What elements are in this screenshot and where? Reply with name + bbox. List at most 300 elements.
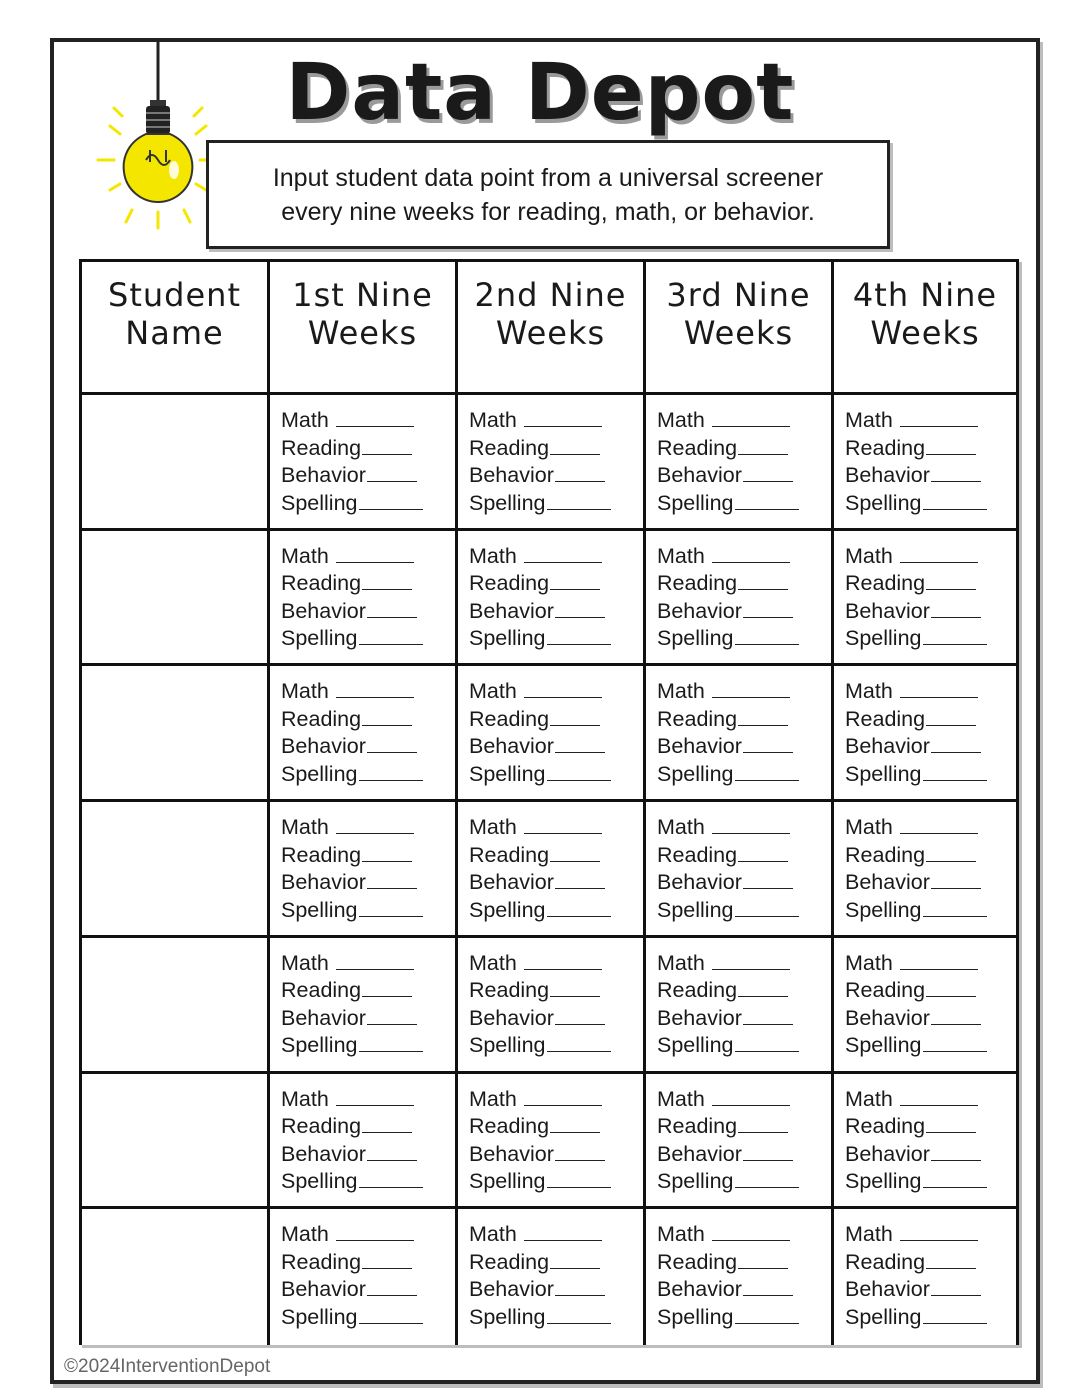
entry-blank-behavior[interactable] xyxy=(555,462,605,482)
instructions-line-2: every nine weeks for reading, math, or behavior. xyxy=(281,197,815,226)
entry-label-reading: Reading xyxy=(469,706,550,731)
entry-blank-math[interactable] xyxy=(900,950,978,970)
entry-math xyxy=(657,678,831,706)
entry-blank-behavior[interactable] xyxy=(931,1005,981,1025)
entry-blank-behavior[interactable] xyxy=(931,1276,981,1296)
entry-math xyxy=(845,814,1016,842)
score-entry-cell xyxy=(458,531,646,667)
entry-blank-behavior[interactable] xyxy=(367,1141,417,1161)
entry-blank-reading[interactable] xyxy=(550,977,600,997)
header-label-line-1: 4th Nine xyxy=(852,276,998,314)
entry-label-spelling: Spelling xyxy=(281,626,358,651)
score-entry-cell xyxy=(646,395,834,531)
header-label-line-1: Student xyxy=(108,276,241,314)
score-entry-cell xyxy=(458,938,646,1074)
entry-label-math: Math xyxy=(845,1086,893,1111)
score-entry-cell xyxy=(458,802,646,938)
entry-behavior xyxy=(281,598,455,626)
entry-blank-spelling[interactable] xyxy=(923,761,987,781)
entry-blank-behavior[interactable] xyxy=(931,733,981,753)
entry-label-reading: Reading xyxy=(845,978,926,1003)
entry-spelling xyxy=(657,490,831,518)
score-entry-cell xyxy=(270,1209,458,1345)
entry-blank-behavior[interactable] xyxy=(367,462,417,482)
entry-behavior xyxy=(281,462,455,490)
entry-blank-reading[interactable] xyxy=(362,570,412,590)
entry-label-math: Math xyxy=(845,543,893,568)
entry-blank-reading[interactable] xyxy=(926,570,976,590)
entry-blank-reading[interactable] xyxy=(926,706,976,726)
entry-label-math: Math xyxy=(845,950,893,975)
entry-blank-behavior[interactable] xyxy=(931,462,981,482)
entry-label-math: Math xyxy=(281,1086,329,1111)
entry-blank-spelling[interactable] xyxy=(359,761,423,781)
entry-label-spelling: Spelling xyxy=(469,761,546,786)
entry-blank-spelling[interactable] xyxy=(735,490,799,510)
entry-blank-behavior[interactable] xyxy=(555,869,605,889)
entry-label-math: Math xyxy=(469,408,517,432)
entry-blank-behavior[interactable] xyxy=(743,598,793,618)
entry-blank-behavior[interactable] xyxy=(931,869,981,889)
entry-blank-spelling[interactable] xyxy=(735,897,799,917)
entry-blank-reading[interactable] xyxy=(926,1113,976,1133)
entry-label-spelling: Spelling xyxy=(845,1304,922,1329)
entry-blank-behavior[interactable] xyxy=(743,462,793,482)
entry-blank-math[interactable] xyxy=(900,814,978,834)
entry-math xyxy=(469,814,643,842)
entry-blank-reading[interactable] xyxy=(926,435,976,455)
entry-label-math: Math xyxy=(657,1086,705,1111)
entry-label-math: Math xyxy=(469,543,517,568)
entry-behavior xyxy=(469,462,643,490)
entry-label-math: Math xyxy=(281,679,329,704)
entry-label-behavior: Behavior xyxy=(469,598,554,623)
entry-blank-spelling[interactable] xyxy=(359,1304,423,1324)
entry-blank-spelling[interactable] xyxy=(923,490,987,510)
entry-blank-reading[interactable] xyxy=(738,570,788,590)
entry-blank-reading[interactable] xyxy=(738,706,788,726)
entry-behavior xyxy=(281,1276,455,1304)
entry-math xyxy=(845,407,1016,435)
entry-blank-spelling[interactable] xyxy=(547,1168,611,1188)
entry-reading xyxy=(657,1249,831,1277)
entry-label-math: Math xyxy=(845,815,893,840)
score-entry-cell xyxy=(834,531,1016,667)
entry-blank-math[interactable] xyxy=(336,678,414,698)
entry-label-reading: Reading xyxy=(281,435,362,460)
entry-reading xyxy=(657,435,831,463)
entry-reading xyxy=(845,570,1016,598)
entry-blank-spelling[interactable] xyxy=(359,625,423,645)
score-entry-cell xyxy=(834,1074,1016,1210)
entry-blank-reading[interactable] xyxy=(362,706,412,726)
entry-math xyxy=(657,407,831,435)
entry-blank-reading[interactable] xyxy=(550,435,600,455)
entry-math xyxy=(469,543,643,571)
entry-blank-behavior[interactable] xyxy=(743,733,793,753)
entry-math xyxy=(281,543,455,571)
entry-spelling xyxy=(845,1168,1016,1196)
entry-label-behavior: Behavior xyxy=(845,463,930,487)
student-name-cell[interactable] xyxy=(82,666,270,802)
entry-label-math: Math xyxy=(469,679,517,704)
entry-spelling xyxy=(281,1304,455,1332)
entry-blank-reading[interactable] xyxy=(738,977,788,997)
entry-spelling xyxy=(281,897,455,925)
entry-blank-spelling[interactable] xyxy=(359,1168,423,1188)
entry-reading xyxy=(281,842,455,870)
score-entry-cell xyxy=(270,1074,458,1210)
entry-spelling xyxy=(281,1168,455,1196)
entry-blank-behavior[interactable] xyxy=(367,869,417,889)
entry-blank-reading[interactable] xyxy=(738,435,788,455)
entry-spelling xyxy=(845,897,1016,925)
entry-blank-behavior[interactable] xyxy=(367,1005,417,1025)
entry-blank-reading[interactable] xyxy=(926,842,976,862)
entry-blank-reading[interactable] xyxy=(362,977,412,997)
entry-label-math: Math xyxy=(845,1222,893,1247)
entry-blank-reading[interactable] xyxy=(550,706,600,726)
entry-blank-reading[interactable] xyxy=(362,1249,412,1269)
entry-blank-spelling[interactable] xyxy=(735,625,799,645)
entry-behavior xyxy=(845,1276,1016,1304)
entry-blank-spelling[interactable] xyxy=(735,761,799,781)
student-name-cell[interactable] xyxy=(82,1074,270,1210)
entry-label-behavior: Behavior xyxy=(281,1277,366,1302)
entry-behavior xyxy=(845,462,1016,490)
entry-blank-spelling[interactable] xyxy=(923,625,987,645)
entry-label-spelling: Spelling xyxy=(845,1169,922,1194)
entry-blank-behavior[interactable] xyxy=(555,1005,605,1025)
entry-label-behavior: Behavior xyxy=(657,598,742,623)
entry-label-spelling: Spelling xyxy=(281,897,358,922)
entry-label-reading: Reading xyxy=(469,842,550,867)
entry-blank-math[interactable] xyxy=(900,1221,978,1241)
header-student-name xyxy=(82,262,270,395)
entry-blank-math[interactable] xyxy=(524,407,602,427)
entry-blank-reading[interactable] xyxy=(738,842,788,862)
entry-label-spelling: Spelling xyxy=(657,626,734,651)
entry-label-math: Math xyxy=(657,543,705,568)
student-name-cell[interactable] xyxy=(82,395,270,531)
entry-math xyxy=(281,1086,455,1114)
entry-blank-spelling[interactable] xyxy=(547,1032,611,1052)
entry-spelling xyxy=(281,490,455,518)
entry-blank-spelling[interactable] xyxy=(547,761,611,781)
score-entry-cell xyxy=(834,802,1016,938)
entry-blank-spelling[interactable] xyxy=(359,897,423,917)
entry-blank-spelling[interactable] xyxy=(735,1304,799,1324)
entry-blank-behavior[interactable] xyxy=(743,1276,793,1296)
entry-label-behavior: Behavior xyxy=(469,1277,554,1302)
entry-reading xyxy=(469,977,643,1005)
entry-label-reading: Reading xyxy=(469,1249,550,1274)
entry-blank-spelling[interactable] xyxy=(359,490,423,510)
entry-behavior xyxy=(469,1005,643,1033)
entry-blank-reading[interactable] xyxy=(926,977,976,997)
entry-blank-math[interactable] xyxy=(712,407,790,427)
entry-behavior xyxy=(281,1005,455,1033)
student-name-cell[interactable] xyxy=(82,1209,270,1345)
entry-reading xyxy=(845,1113,1016,1141)
entry-label-reading: Reading xyxy=(657,978,738,1003)
entry-reading xyxy=(469,1113,643,1141)
entry-label-behavior: Behavior xyxy=(845,1141,930,1166)
entry-blank-spelling[interactable] xyxy=(547,490,611,510)
entry-label-spelling: Spelling xyxy=(657,897,734,922)
entry-behavior xyxy=(657,598,831,626)
entry-reading xyxy=(657,1113,831,1141)
entry-reading xyxy=(281,977,455,1005)
entry-label-reading: Reading xyxy=(281,978,362,1003)
entry-label-reading: Reading xyxy=(281,1249,362,1274)
entry-blank-reading[interactable] xyxy=(550,570,600,590)
entry-blank-math[interactable] xyxy=(900,678,978,698)
entry-reading xyxy=(281,570,455,598)
entry-blank-math[interactable] xyxy=(900,543,978,563)
entry-blank-behavior[interactable] xyxy=(367,733,417,753)
entry-spelling xyxy=(845,490,1016,518)
score-entry-cell xyxy=(834,666,1016,802)
entry-label-reading: Reading xyxy=(845,842,926,867)
entry-math xyxy=(469,950,643,978)
entry-label-math: Math xyxy=(657,1222,705,1247)
entry-label-spelling: Spelling xyxy=(469,1304,546,1329)
entry-label-reading: Reading xyxy=(845,706,926,731)
entry-blank-behavior[interactable] xyxy=(555,1276,605,1296)
entry-label-math: Math xyxy=(281,543,329,568)
entry-label-behavior: Behavior xyxy=(281,1005,366,1030)
entry-label-behavior: Behavior xyxy=(281,1141,366,1166)
entry-spelling xyxy=(281,761,455,789)
entry-math xyxy=(657,950,831,978)
entry-label-reading: Reading xyxy=(845,571,926,596)
entry-blank-spelling[interactable] xyxy=(547,1304,611,1324)
entry-behavior xyxy=(657,1276,831,1304)
entry-behavior xyxy=(657,733,831,761)
entry-blank-math[interactable] xyxy=(524,950,602,970)
entry-blank-behavior[interactable] xyxy=(555,598,605,618)
entry-blank-behavior[interactable] xyxy=(367,598,417,618)
entry-blank-math[interactable] xyxy=(712,678,790,698)
entry-label-behavior: Behavior xyxy=(845,734,930,759)
header-nine-weeks-2 xyxy=(458,262,646,395)
entry-spelling xyxy=(281,1032,455,1060)
entry-label-spelling: Spelling xyxy=(845,761,922,786)
entry-blank-math[interactable] xyxy=(336,407,414,427)
entry-blank-behavior[interactable] xyxy=(555,1141,605,1161)
score-entry-cell xyxy=(646,666,834,802)
score-entry-cell xyxy=(834,938,1016,1074)
entry-blank-math[interactable] xyxy=(524,678,602,698)
entry-label-behavior: Behavior xyxy=(469,463,554,487)
entry-blank-reading[interactable] xyxy=(550,842,600,862)
entry-blank-behavior[interactable] xyxy=(931,598,981,618)
score-entry-cell xyxy=(646,531,834,667)
entry-math xyxy=(845,1221,1016,1249)
header-label-line-2: Weeks xyxy=(495,314,606,352)
entry-blank-math[interactable] xyxy=(336,543,414,563)
entry-blank-math[interactable] xyxy=(900,1086,978,1106)
header-label-line-1: 1st Nine xyxy=(292,276,433,314)
header-label-line-1: 2nd Nine xyxy=(474,276,627,314)
entry-math xyxy=(845,1086,1016,1114)
header-nine-weeks-1 xyxy=(270,262,458,395)
entry-behavior xyxy=(657,869,831,897)
entry-reading xyxy=(657,977,831,1005)
entry-spelling xyxy=(657,897,831,925)
entry-label-math: Math xyxy=(281,815,329,840)
score-entry-cell xyxy=(270,802,458,938)
entry-blank-reading[interactable] xyxy=(550,1113,600,1133)
entry-blank-math[interactable] xyxy=(336,1086,414,1106)
entry-spelling xyxy=(657,761,831,789)
entry-label-behavior: Behavior xyxy=(281,734,366,759)
entry-blank-math[interactable] xyxy=(712,543,790,563)
entry-math xyxy=(469,1086,643,1114)
entry-math xyxy=(845,678,1016,706)
entry-blank-behavior[interactable] xyxy=(743,1141,793,1161)
entry-math xyxy=(281,407,455,435)
score-entry-cell xyxy=(646,938,834,1074)
entry-label-reading: Reading xyxy=(281,842,362,867)
entry-label-math: Math xyxy=(657,408,705,432)
entry-reading xyxy=(845,1249,1016,1277)
entry-spelling xyxy=(469,1304,643,1332)
entry-blank-behavior[interactable] xyxy=(555,733,605,753)
entry-blank-spelling[interactable] xyxy=(923,1168,987,1188)
entry-label-reading: Reading xyxy=(657,842,738,867)
score-entry-cell xyxy=(458,1074,646,1210)
student-name-cell[interactable] xyxy=(82,531,270,667)
header-label-line-2: Weeks xyxy=(870,314,980,352)
entry-label-math: Math xyxy=(469,815,517,840)
entry-blank-math[interactable] xyxy=(524,1221,602,1241)
entry-reading xyxy=(657,706,831,734)
entry-blank-math[interactable] xyxy=(712,950,790,970)
score-entry-cell xyxy=(458,666,646,802)
entry-blank-math[interactable] xyxy=(336,1221,414,1241)
entry-label-spelling: Spelling xyxy=(281,1304,358,1329)
entry-behavior xyxy=(281,1141,455,1169)
entry-label-behavior: Behavior xyxy=(281,870,366,895)
entry-blank-spelling[interactable] xyxy=(923,1304,987,1324)
entry-label-math: Math xyxy=(281,1222,329,1247)
entry-behavior xyxy=(845,869,1016,897)
score-entry-cell xyxy=(646,1074,834,1210)
entry-blank-behavior[interactable] xyxy=(931,1141,981,1161)
entry-blank-reading[interactable] xyxy=(738,1113,788,1133)
entry-reading xyxy=(281,435,455,463)
entry-label-reading: Reading xyxy=(845,435,926,460)
entry-blank-behavior[interactable] xyxy=(743,1005,793,1025)
entry-blank-math[interactable] xyxy=(524,1086,602,1106)
entry-spelling xyxy=(469,1032,643,1060)
entry-math xyxy=(281,678,455,706)
entry-label-reading: Reading xyxy=(469,435,550,460)
score-entry-cell xyxy=(270,938,458,1074)
entry-spelling xyxy=(845,1032,1016,1060)
entry-label-reading: Reading xyxy=(845,1114,926,1139)
entry-blank-math[interactable] xyxy=(524,814,602,834)
entry-spelling xyxy=(469,625,643,653)
entry-label-spelling: Spelling xyxy=(657,1169,734,1194)
entry-spelling xyxy=(469,1168,643,1196)
entry-behavior xyxy=(657,1005,831,1033)
student-name-cell[interactable] xyxy=(82,802,270,938)
entry-blank-spelling[interactable] xyxy=(547,897,611,917)
student-name-cell[interactable] xyxy=(82,938,270,1074)
entry-label-spelling: Spelling xyxy=(845,897,922,922)
entry-label-math: Math xyxy=(281,408,329,432)
entry-label-spelling: Spelling xyxy=(845,1033,922,1058)
score-entry-cell xyxy=(834,1209,1016,1345)
entry-blank-reading[interactable] xyxy=(362,435,412,455)
header-label-line-2: Name xyxy=(125,314,224,352)
entry-blank-spelling[interactable] xyxy=(359,1032,423,1052)
entry-label-spelling: Spelling xyxy=(845,626,922,651)
entry-label-behavior: Behavior xyxy=(657,734,742,759)
entry-blank-reading[interactable] xyxy=(550,1249,600,1269)
entry-blank-math[interactable] xyxy=(900,407,978,427)
entry-label-spelling: Spelling xyxy=(469,490,546,515)
entry-label-behavior: Behavior xyxy=(657,1277,742,1302)
entry-blank-behavior[interactable] xyxy=(743,869,793,889)
entry-spelling xyxy=(469,897,643,925)
entry-label-behavior: Behavior xyxy=(469,734,554,759)
entry-blank-reading[interactable] xyxy=(926,1249,976,1269)
entry-blank-spelling[interactable] xyxy=(923,897,987,917)
entry-blank-math[interactable] xyxy=(336,814,414,834)
entry-blank-math[interactable] xyxy=(712,1086,790,1106)
score-entry-cell xyxy=(834,395,1016,531)
entry-label-reading: Reading xyxy=(657,1114,738,1139)
header-label-line-2: Weeks xyxy=(683,314,794,352)
entry-blank-reading[interactable] xyxy=(362,842,412,862)
entry-blank-spelling[interactable] xyxy=(547,625,611,645)
entry-label-reading: Reading xyxy=(657,706,738,731)
entry-math xyxy=(845,543,1016,571)
entry-label-math: Math xyxy=(469,1086,517,1111)
score-entry-cell xyxy=(270,531,458,667)
entry-blank-reading[interactable] xyxy=(362,1113,412,1133)
entry-blank-spelling[interactable] xyxy=(735,1032,799,1052)
entry-blank-math[interactable] xyxy=(336,950,414,970)
entry-label-reading: Reading xyxy=(845,1249,926,1274)
entry-behavior xyxy=(469,869,643,897)
header-label-line-2: Weeks xyxy=(307,314,418,352)
entry-blank-spelling[interactable] xyxy=(735,1168,799,1188)
score-entry-cell xyxy=(646,1209,834,1345)
entry-blank-reading[interactable] xyxy=(738,1249,788,1269)
entry-blank-math[interactable] xyxy=(712,814,790,834)
entry-label-spelling: Spelling xyxy=(469,1169,546,1194)
entry-blank-spelling[interactable] xyxy=(923,1032,987,1052)
entry-label-reading: Reading xyxy=(469,571,550,596)
entry-spelling xyxy=(657,1168,831,1196)
entry-blank-behavior[interactable] xyxy=(367,1276,417,1296)
entry-reading xyxy=(469,842,643,870)
entry-blank-math[interactable] xyxy=(712,1221,790,1241)
entry-label-reading: Reading xyxy=(469,978,550,1003)
entry-label-math: Math xyxy=(657,950,705,975)
entry-reading xyxy=(657,570,831,598)
entry-label-reading: Reading xyxy=(657,571,738,596)
entry-label-behavior: Behavior xyxy=(469,1141,554,1166)
entry-behavior xyxy=(845,1141,1016,1169)
entry-label-math: Math xyxy=(657,679,705,704)
entry-blank-math[interactable] xyxy=(524,543,602,563)
